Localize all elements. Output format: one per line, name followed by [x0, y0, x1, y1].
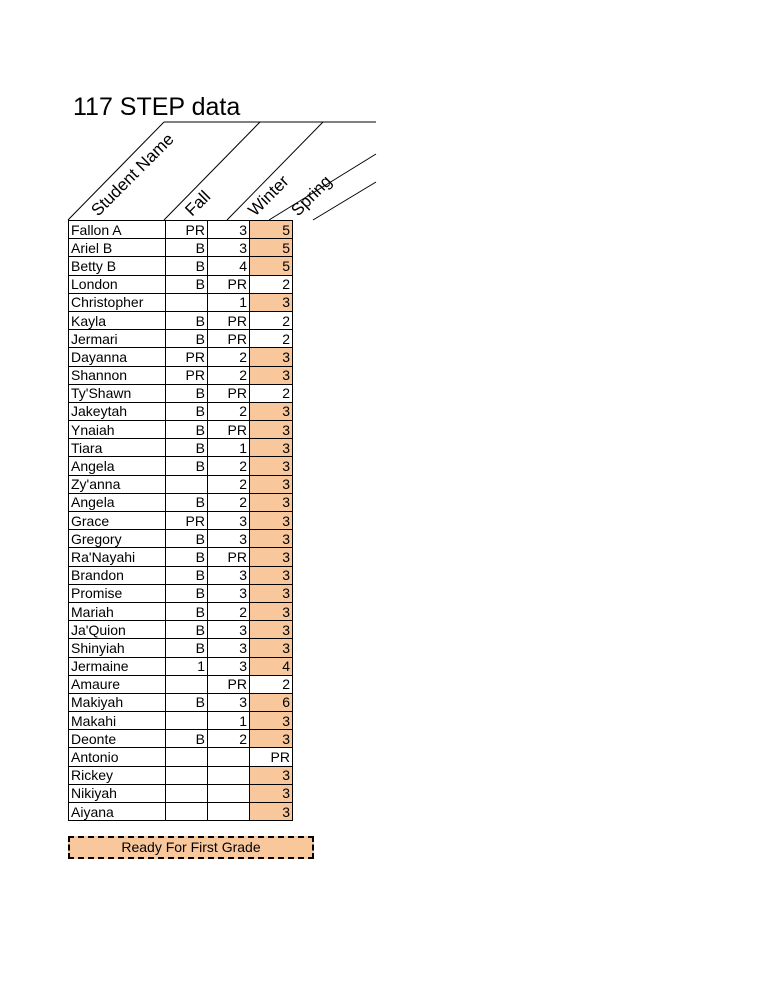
spring-score-cell: 2 — [250, 330, 293, 348]
spring-score-cell: 3 — [250, 348, 293, 366]
spring-score-cell: 3 — [250, 493, 293, 511]
spring-score-cell: 3 — [250, 784, 293, 802]
spring-score-cell: 4 — [250, 657, 293, 675]
spring-score-cell: 3 — [250, 421, 293, 439]
student-name-cell: Dayanna — [69, 348, 166, 366]
table-row — [69, 748, 293, 766]
fall-score-cell — [166, 803, 208, 821]
winter-score-cell: 3 — [208, 221, 250, 239]
winter-score-cell — [208, 784, 250, 802]
spring-score-cell: 3 — [250, 639, 293, 657]
spring-score-cell: 3 — [250, 457, 293, 475]
step-data-table — [68, 220, 293, 821]
fall-score-cell: B — [166, 421, 208, 439]
student-name-cell: Christopher — [69, 293, 166, 311]
spring-score-cell: 2 — [250, 384, 293, 402]
fall-score-cell: PR — [166, 221, 208, 239]
fall-score-cell: 1 — [166, 657, 208, 675]
student-name-cell: Mariah — [69, 602, 166, 620]
winter-score-cell: 3 — [208, 530, 250, 548]
table-row — [69, 293, 293, 311]
fall-score-cell — [166, 766, 208, 784]
winter-score-cell: 3 — [208, 239, 250, 257]
winter-score-cell: 3 — [208, 584, 250, 602]
student-name-cell: Ariel B — [69, 239, 166, 257]
spring-score-cell: 3 — [250, 530, 293, 548]
column-header-area — [0, 0, 768, 230]
table-row — [69, 366, 293, 384]
spring-score-cell: 3 — [250, 566, 293, 584]
fall-score-cell: PR — [166, 512, 208, 530]
spring-score-cell: 3 — [250, 402, 293, 420]
fall-score-cell: B — [166, 330, 208, 348]
student-name-cell: Ja'Quion — [69, 621, 166, 639]
table-row — [69, 239, 293, 257]
table-row — [69, 257, 293, 275]
student-name-cell: Angela — [69, 493, 166, 511]
fall-score-cell: B — [166, 439, 208, 457]
student-name-cell: Promise — [69, 584, 166, 602]
student-name-cell: Jermari — [69, 330, 166, 348]
spring-score-cell: 3 — [250, 803, 293, 821]
table-row — [69, 384, 293, 402]
student-name-cell: Rickey — [69, 766, 166, 784]
student-name-cell: Grace — [69, 512, 166, 530]
fall-score-cell: B — [166, 566, 208, 584]
winter-score-cell: 2 — [208, 493, 250, 511]
winter-score-cell: PR — [208, 311, 250, 329]
header-fall: Fall — [181, 187, 215, 220]
fall-score-cell: B — [166, 239, 208, 257]
student-name-cell: Jakeytah — [69, 402, 166, 420]
table-row — [69, 712, 293, 730]
student-name-cell: Deonte — [69, 730, 166, 748]
ready-legend: Ready For First Grade — [68, 836, 314, 859]
fall-score-cell: B — [166, 730, 208, 748]
student-name-cell: Ra'Nayahi — [69, 548, 166, 566]
table-row — [69, 402, 293, 420]
winter-score-cell: PR — [208, 421, 250, 439]
fall-score-cell: B — [166, 548, 208, 566]
spring-score-cell: 2 — [250, 275, 293, 293]
table-row — [69, 275, 293, 293]
header-spring: Spring — [287, 171, 336, 220]
spring-score-cell: 5 — [250, 221, 293, 239]
table-row — [69, 311, 293, 329]
student-name-cell: Tiara — [69, 439, 166, 457]
winter-score-cell: 2 — [208, 730, 250, 748]
winter-score-cell: 1 — [208, 712, 250, 730]
spring-score-cell: 3 — [250, 602, 293, 620]
winter-score-cell — [208, 803, 250, 821]
fall-score-cell: B — [166, 693, 208, 711]
fall-score-cell: PR — [166, 348, 208, 366]
student-name-cell: Makahi — [69, 712, 166, 730]
winter-score-cell — [208, 748, 250, 766]
spring-score-cell: 3 — [250, 366, 293, 384]
spring-score-cell: 3 — [250, 621, 293, 639]
table-row — [69, 766, 293, 784]
spring-score-cell: 5 — [250, 239, 293, 257]
student-name-cell: Fallon A — [69, 221, 166, 239]
fall-score-cell: B — [166, 602, 208, 620]
spring-score-cell: 3 — [250, 439, 293, 457]
spring-score-cell: PR — [250, 748, 293, 766]
student-name-cell: Shannon — [69, 366, 166, 384]
winter-score-cell: 1 — [208, 439, 250, 457]
student-name-cell: Betty B — [69, 257, 166, 275]
winter-score-cell: PR — [208, 384, 250, 402]
table-row — [69, 675, 293, 693]
winter-score-cell: PR — [208, 675, 250, 693]
fall-score-cell: B — [166, 384, 208, 402]
fall-score-cell: B — [166, 311, 208, 329]
spring-score-cell: 6 — [250, 693, 293, 711]
table-body — [69, 221, 293, 821]
fall-score-cell: B — [166, 457, 208, 475]
fall-score-cell: B — [166, 257, 208, 275]
spring-score-cell: 5 — [250, 257, 293, 275]
table-row — [69, 530, 293, 548]
table-row — [69, 730, 293, 748]
winter-score-cell: 2 — [208, 457, 250, 475]
fall-score-cell: B — [166, 530, 208, 548]
spring-score-cell: 2 — [250, 675, 293, 693]
table-row — [69, 784, 293, 802]
table-row — [69, 693, 293, 711]
spring-score-cell: 3 — [250, 730, 293, 748]
table-row — [69, 566, 293, 584]
table-row — [69, 803, 293, 821]
fall-score-cell: B — [166, 621, 208, 639]
student-name-cell: London — [69, 275, 166, 293]
spring-score-cell: 3 — [250, 712, 293, 730]
table-row — [69, 657, 293, 675]
table-row — [69, 348, 293, 366]
table-row — [69, 475, 293, 493]
winter-score-cell: 2 — [208, 366, 250, 384]
winter-score-cell: 2 — [208, 475, 250, 493]
fall-score-cell — [166, 475, 208, 493]
winter-score-cell: 3 — [208, 566, 250, 584]
winter-score-cell — [208, 766, 250, 784]
header-student-name: Student Name — [87, 129, 178, 220]
student-name-cell: Kayla — [69, 311, 166, 329]
spring-score-cell: 3 — [250, 548, 293, 566]
student-name-cell: Jermaine — [69, 657, 166, 675]
table-row — [69, 439, 293, 457]
student-name-cell: Amaure — [69, 675, 166, 693]
winter-score-cell: PR — [208, 275, 250, 293]
student-name-cell: Ynaiah — [69, 421, 166, 439]
student-name-cell: Gregory — [69, 530, 166, 548]
fall-score-cell — [166, 293, 208, 311]
student-name-cell: Antonio — [69, 748, 166, 766]
spring-score-cell: 3 — [250, 475, 293, 493]
table-row — [69, 221, 293, 239]
winter-score-cell: 3 — [208, 621, 250, 639]
winter-score-cell: 2 — [208, 348, 250, 366]
table-row — [69, 421, 293, 439]
fall-score-cell — [166, 784, 208, 802]
table-row — [69, 457, 293, 475]
winter-score-cell: 2 — [208, 402, 250, 420]
fall-score-cell: B — [166, 493, 208, 511]
student-name-cell: Makiyah — [69, 693, 166, 711]
spring-score-cell: 3 — [250, 293, 293, 311]
fall-score-cell — [166, 675, 208, 693]
table-row — [69, 512, 293, 530]
winter-score-cell: 1 — [208, 293, 250, 311]
winter-score-cell: 3 — [208, 657, 250, 675]
winter-score-cell: 3 — [208, 512, 250, 530]
fall-score-cell: B — [166, 402, 208, 420]
spring-score-cell: 3 — [250, 512, 293, 530]
spring-score-cell: 2 — [250, 311, 293, 329]
table-row — [69, 639, 293, 657]
fall-score-cell: B — [166, 584, 208, 602]
table-row — [69, 584, 293, 602]
fall-score-cell: PR — [166, 366, 208, 384]
page-title: 117 STEP data — [73, 93, 241, 121]
fall-score-cell: B — [166, 275, 208, 293]
student-name-cell: Nikiyah — [69, 784, 166, 802]
student-name-cell: Angela — [69, 457, 166, 475]
table-row — [69, 330, 293, 348]
fall-score-cell — [166, 712, 208, 730]
fall-score-cell — [166, 748, 208, 766]
student-name-cell: Zy'anna — [69, 475, 166, 493]
student-name-cell: Ty'Shawn — [69, 384, 166, 402]
winter-score-cell: 3 — [208, 639, 250, 657]
winter-score-cell: PR — [208, 548, 250, 566]
student-name-cell: Shinyiah — [69, 639, 166, 657]
spring-score-cell: 3 — [250, 584, 293, 602]
student-name-cell: Aiyana — [69, 803, 166, 821]
winter-score-cell: 2 — [208, 602, 250, 620]
table-row — [69, 621, 293, 639]
spring-score-cell: 3 — [250, 766, 293, 784]
winter-score-cell: 3 — [208, 693, 250, 711]
header-winter: Winter — [244, 171, 293, 220]
fall-score-cell: B — [166, 639, 208, 657]
winter-score-cell: PR — [208, 330, 250, 348]
table-row — [69, 602, 293, 620]
student-name-cell: Brandon — [69, 566, 166, 584]
table-row — [69, 548, 293, 566]
winter-score-cell: 4 — [208, 257, 250, 275]
table-row — [69, 493, 293, 511]
